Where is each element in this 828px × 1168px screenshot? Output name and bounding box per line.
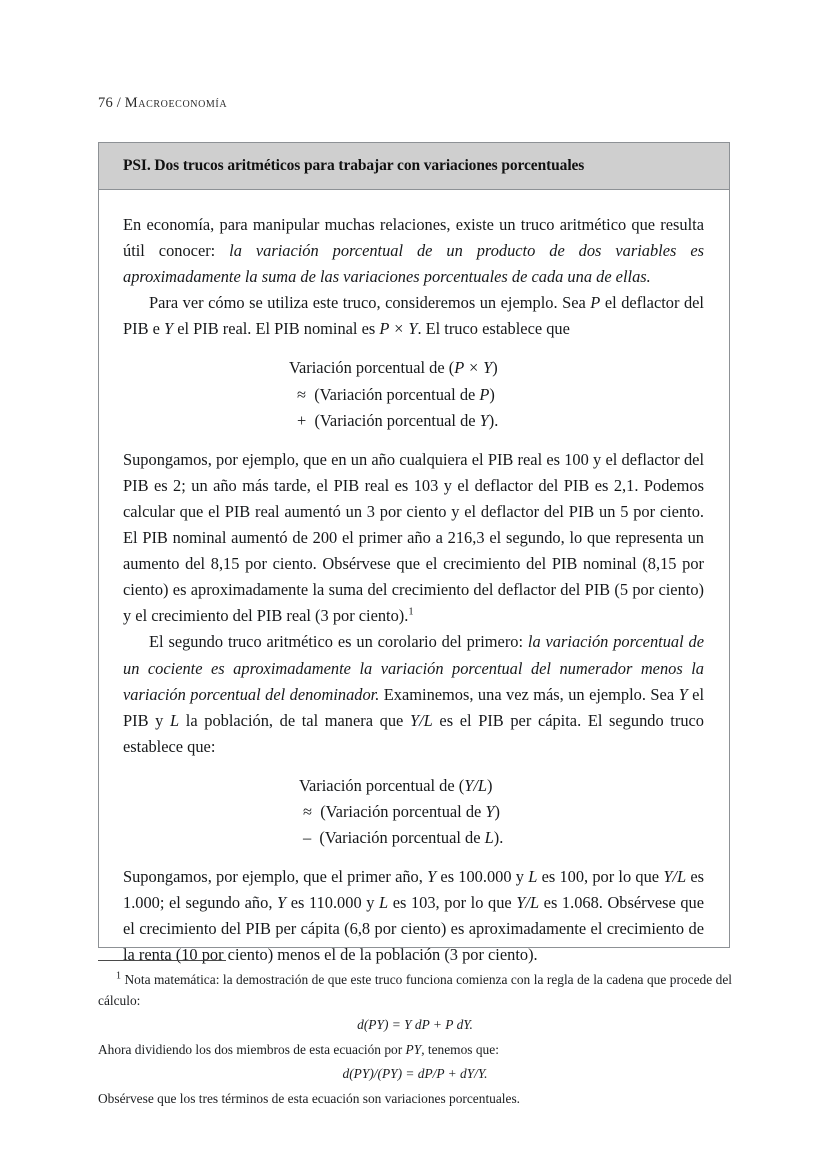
variable-L-3: L	[379, 893, 389, 913]
footnote-area	[98, 960, 732, 1109]
equation-1-line-2-close: )	[489, 384, 495, 404]
example-setup-t2: el deflactor del PIB e	[123, 293, 704, 339]
equation-block-quotient	[123, 773, 704, 851]
paragraph-intro-lead: En economía, para manipular muchas relaciones, existe un truco aritmético que resulta útil conocer:	[123, 215, 704, 261]
example-setup-t1: Para ver cómo se utiliza este truco, consideremos un ejemplo. Sea	[149, 293, 591, 313]
equation-1-line-3-text: (Variación porcentual de	[314, 410, 480, 430]
feature-box-body	[99, 190, 729, 969]
footnote-var-PY: PY	[405, 1041, 422, 1057]
example-setup-t4: . El truco establece que	[417, 319, 570, 339]
per-capita-t4: es 1.000; el segundo año,	[123, 867, 704, 913]
equation-1-line-1-close: )	[492, 358, 498, 378]
equation-2-line-2-operator: ≈	[303, 801, 312, 821]
expression-P-times-Y: P × Y	[379, 319, 418, 339]
second-trick-t5: es el PIB per cápita. El segundo truco establece que:	[123, 710, 704, 756]
second-trick-emphasis: la variación porcentual de un cociente es aproximadamente la variación porcentual del numerador menos la variación porcentual del denominador.	[123, 632, 704, 704]
numeric-example-text: Supongamos, por ejemplo, que en un año cualquiera el PIB real es 100 y el deflactor del PIB es 2; un año más tarde, el PIB real es 103 y el deflactor del PIB es 2,1. Podemos calcular que el PIB real aumentó un 3 por ciento y el deflactor del PIB un 5 por ciento. El PIB nominal aumentó de 200 el primer año a 216,3 el segundo, lo que representa un aumento del 8,15 por ciento. Obsérvese que el crecimiento del PIB nominal (8,15 por ciento) es aproximadamente la suma del crecimiento del deflactor del PIB (5 por ciento) y el crecimiento del PIB real (3 por ciento).	[123, 449, 704, 626]
equation-2-line-1	[299, 773, 704, 799]
equation-1-line-3	[289, 408, 704, 434]
equation-2-line-1-close: )	[487, 775, 493, 795]
expression-Y-over-L-2: Y/L	[663, 867, 687, 887]
variable-L: L	[170, 710, 180, 730]
paragraph-intro	[123, 212, 704, 290]
per-capita-t5: es 110.000 y	[286, 893, 380, 913]
per-capita-t2: es 100.000 y	[436, 867, 529, 887]
variable-Y-3: Y	[427, 867, 437, 887]
per-capita-t1: Supongamos, por ejemplo, que el primer año,	[123, 867, 428, 887]
page-number: 76	[98, 95, 113, 111]
book-title: Macroeconomía	[124, 95, 228, 111]
expression-Y-over-L-3: Y/L	[516, 893, 540, 913]
equation-1-line-1-text: Variación porcentual de (	[289, 358, 455, 378]
equation-1-line-2-operator: ≈	[297, 384, 306, 404]
paragraph-per-capita-example	[123, 864, 704, 968]
equation-1-line-3-operator: +	[297, 410, 307, 430]
equation-2-line-3-var: L	[484, 828, 494, 848]
equation-1-line-2-var: P	[479, 384, 490, 404]
footnote-text-line-3	[98, 1089, 732, 1110]
second-trick-t2: Examinemos, una vez más, un ejemplo. Sea	[379, 684, 679, 704]
variable-Y-4: Y	[277, 893, 287, 913]
footnote-equation-2-text: d(PY)/(PY) = dP/P + dY/Y.	[342, 1066, 488, 1081]
paragraph-intro-emphasis: la variación porcentual de un producto de dos variables es aproximadamente la suma de las variaciones porcentuales de cada una de ellas.	[123, 241, 704, 287]
footnote-separator-rule	[98, 960, 226, 961]
footnote-reference[interactable]: 1	[408, 606, 414, 618]
footnote-body-3: Obsérvese que los tres términos de esta ecuación son variaciones porcentuales.	[98, 1090, 521, 1106]
running-head	[98, 95, 227, 112]
feature-box-header	[99, 143, 729, 190]
variable-P: P	[590, 293, 601, 313]
footnote-body-1: Nota matemática: la demostración de que este truco funciona comienza con la regla de la cadena que procede del cálculo:	[98, 972, 732, 1008]
equation-2-line-3	[299, 825, 704, 851]
equation-2-line-3-close: ).	[493, 828, 504, 848]
variable-Y-2: Y	[678, 684, 688, 704]
equation-1-line-3-close: ).	[488, 410, 499, 430]
running-head-separator: /	[116, 95, 121, 111]
footnote-equation-1-text: d(PY) = Y dP + P dY.	[357, 1017, 473, 1032]
equation-1-line-3-var: Y	[479, 410, 489, 430]
equation-2-line-2-var: Y	[485, 801, 495, 821]
expression-Y-over-L: Y/L	[409, 710, 433, 730]
footnote-text-line-2	[98, 1040, 732, 1061]
equation-1-line-1	[289, 355, 704, 381]
paragraph-numeric-example	[123, 447, 704, 630]
equation-2-line-1-var: Y/L	[464, 775, 487, 795]
equation-2-line-3-text: (Variación porcentual de	[319, 828, 485, 848]
equation-2-line-2	[299, 799, 704, 825]
equation-1-line-2	[289, 382, 704, 408]
equation-1-line-2-text: (Variación porcentual de	[314, 384, 480, 404]
equation-2-line-2-close: )	[494, 801, 500, 821]
footnote-marker: 1	[116, 970, 121, 982]
second-trick-t4: la población, de tal manera que	[179, 710, 410, 730]
footnote-body-2b: , tenemos que:	[421, 1041, 499, 1057]
footnote-body-2a: Ahora dividiendo los dos miembros de esta ecuación por	[98, 1041, 406, 1057]
equation-2-line-2-text: (Variación porcentual de	[320, 801, 486, 821]
paragraph-second-trick	[123, 629, 704, 759]
feature-box-title: PSI. Dos trucos aritméticos para trabajar con variaciones porcentuales	[123, 157, 585, 174]
footnote-equation-2	[98, 1064, 732, 1085]
variable-L-2: L	[528, 867, 538, 887]
feature-box	[98, 142, 730, 965]
second-trick-t1: El segundo truco aritmético es un corolario del primero:	[149, 632, 528, 652]
equation-1-line-1-var: P × Y	[454, 358, 493, 378]
per-capita-t6: es 103, por lo que	[388, 893, 517, 913]
footnote-text-line-1	[98, 970, 732, 1011]
second-trick-t3: el PIB y	[123, 684, 704, 730]
equation-block-product	[123, 355, 704, 433]
equation-2-line-3-operator: –	[303, 828, 312, 848]
paragraph-example-setup	[123, 290, 704, 342]
per-capita-t7: es 1.068. Obsérvese que el crecimiento del PIB per cápita (6,8 por ciento) es aproximadamente el crecimiento de la renta (10 por ciento) menos el de la población (3 por ciento).	[123, 893, 704, 965]
equation-2-line-1-text: Variación porcentual de (	[299, 775, 465, 795]
example-setup-t3: el PIB real. El PIB nominal es	[173, 319, 380, 339]
per-capita-t3: es 100, por lo que	[537, 867, 664, 887]
variable-Y: Y	[163, 319, 174, 339]
footnote-equation-1	[98, 1015, 732, 1036]
